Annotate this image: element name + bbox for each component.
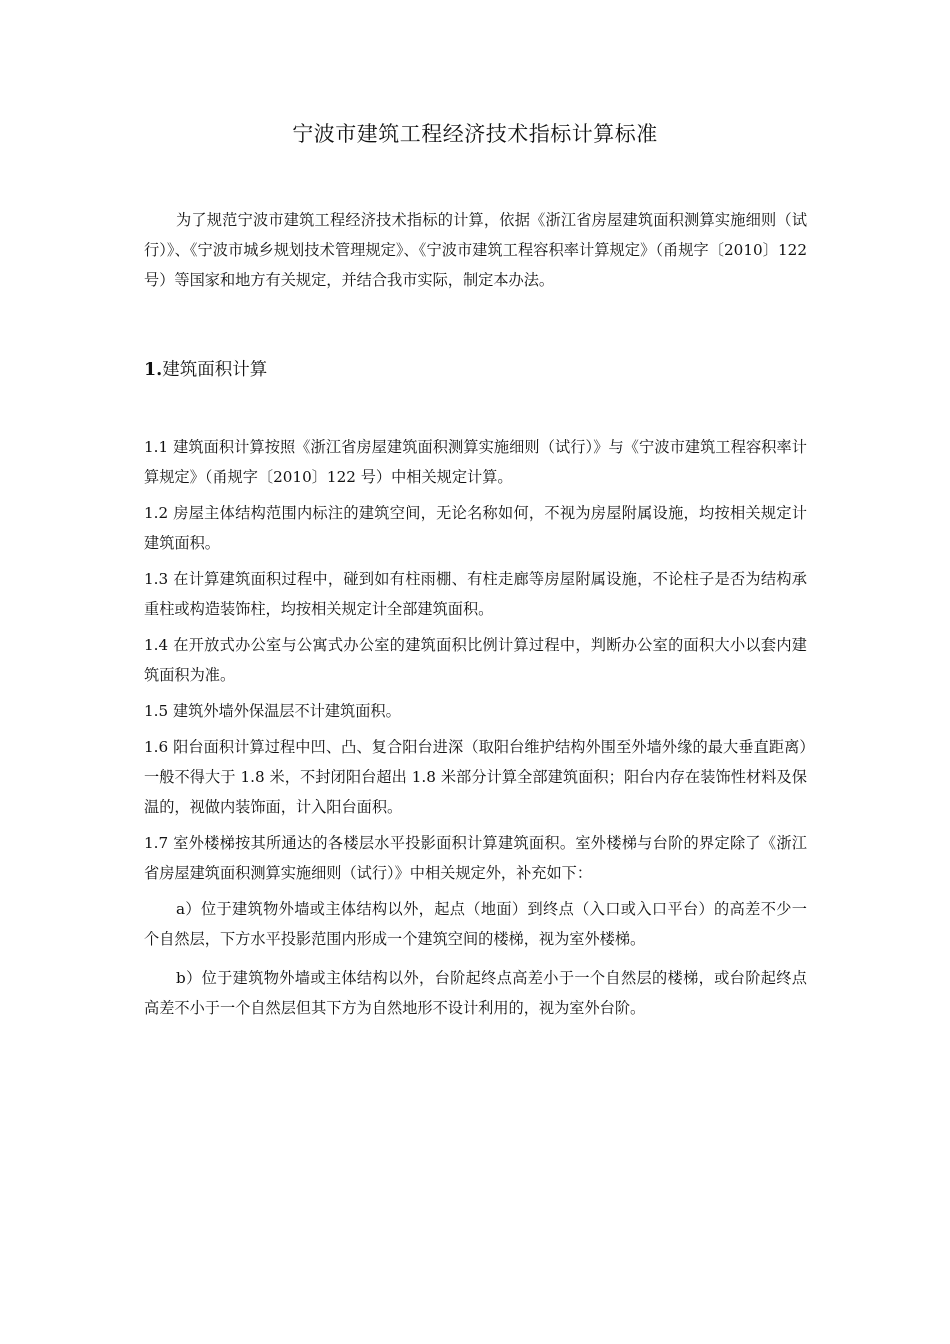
- clause-1-2: 1.2 房屋主体结构范围内标注的建筑空间，无论名称如何，不视为房屋附属设施，均按相关规定计建筑面积。: [144, 504, 807, 552]
- clause-1-1: 1.1 建筑面积计算按照《浙江省房屋建筑面积测算实施细则（试行）》与《宁波市建筑工程容积率计算规定》（甬规字〔2010〕122 号）中相关规定计算。: [144, 438, 807, 486]
- intro-paragraph: 为了规范宁波市建筑工程经济技术指标的计算，依据《浙江省房屋建筑面积测算实施细则（试行）》、《宁波市城乡规划技术管理规定》、《宁波市建筑工程容积率计算规定》（甬规字〔2010〕122 号）等国家和地方有关规定，并结合我市实际，制定本办法。: [144, 211, 807, 289]
- clause-1-4: 1.4 在开放式办公室与公寓式办公室的建筑面积比例计算过程中，判断办公室的面积大小以套内建筑面积为准。: [144, 636, 807, 684]
- document-title: 宁波市建筑工程经济技术指标计算标准: [292, 122, 658, 146]
- clause-1-3: 1.3 在计算建筑面积过程中，碰到如有柱雨棚、有柱走廊等房屋附属设施，不论柱子是否为结构承重柱或构造装饰柱，均按相关规定计全部建筑面积。: [144, 570, 807, 618]
- clause-1-6: 1.6 阳台面积计算过程中凹、凸、复合阳台进深（取阳台维护结构外围至外墙外缘的最大垂直距离）一般不得大于 1.8 米，不封闭阳台超出 1.8 米部分计算全部建筑面积；阳台内存在装饰性材料及保温的，视做内装饰面，计入阳台面积。: [144, 738, 807, 816]
- section-body: [144, 432, 807, 1032]
- clause-1-7-b: b）位于建筑物外墙或主体结构以外，台阶起终点高差小于一个自然层的楼梯，或台阶起终点高差不小于一个自然层但其下方为自然地形不设计利用的，视为室外台阶。: [144, 969, 807, 1017]
- section-number: 1.: [144, 360, 163, 380]
- clause-1-7-a: a）位于建筑物外墙或主体结构以外，起点（地面）到终点（入口或入口平台）的高差不少一个自然层，下方水平投影范围内形成一个建筑空间的楼梯，视为室外楼梯。: [144, 900, 807, 948]
- section-heading: [144, 355, 267, 385]
- clause-1-5: 1.5 建筑外墙外保温层不计建筑面积。: [144, 702, 401, 720]
- section-title: 建筑面积计算: [162, 360, 268, 380]
- clause-1-7: 1.7 室外楼梯按其所通达的各楼层水平投影面积计算建筑面积。室外楼梯与台阶的界定除了《浙江省房屋建筑面积测算实施细则（试行）》中相关规定外，补充如下：: [144, 834, 807, 882]
